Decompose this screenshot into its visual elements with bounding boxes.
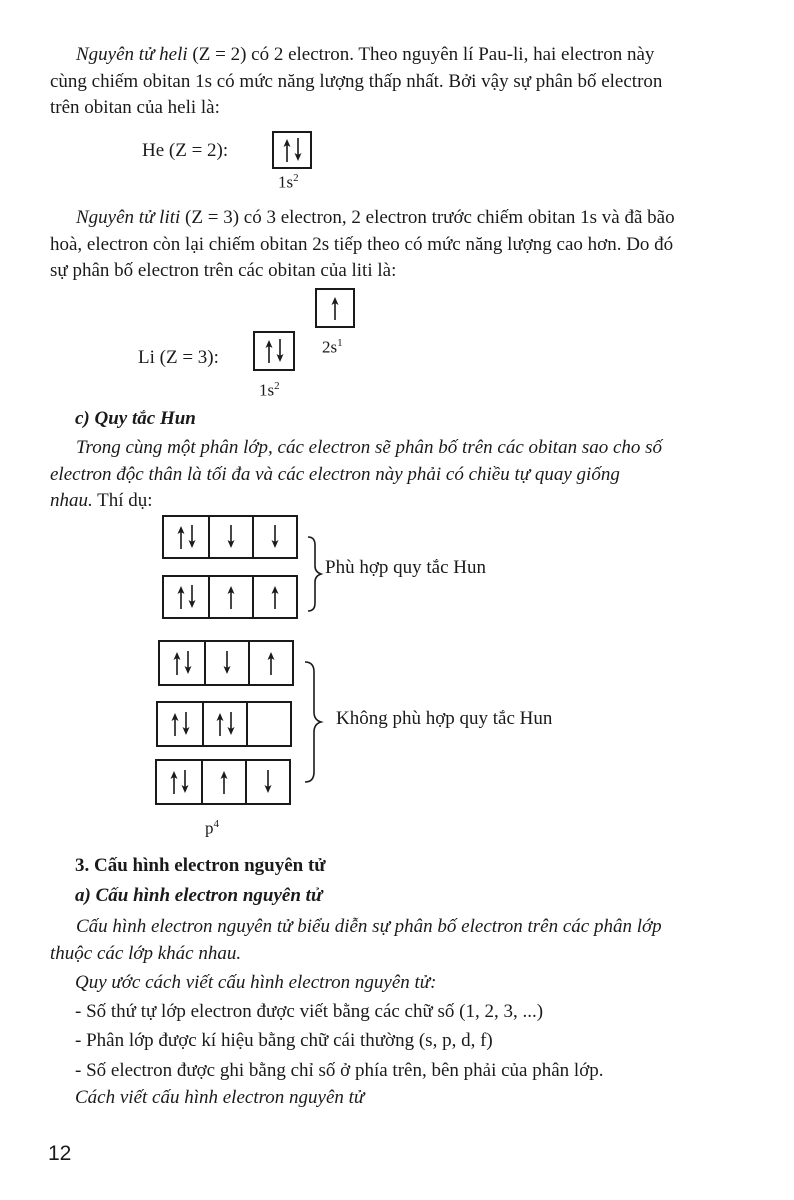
hund-valid-row-1 (162, 515, 298, 559)
lithium-1s-label: $1s^2$ (259, 380, 280, 400)
lithium-1s-orbital (253, 331, 295, 371)
orbital-cell (248, 642, 292, 684)
orbital-cell (158, 703, 202, 745)
up-arrow-icon (220, 769, 228, 795)
hund-invalid-label: Không phù hợp quy tắc Hun (336, 708, 553, 729)
helium-paragraph (50, 42, 785, 122)
lithium-2s-orbital (315, 288, 355, 328)
down-arrow-icon (276, 338, 284, 364)
helium-orbital-label: $1s^2$ (278, 172, 299, 192)
orbital-cell (164, 517, 208, 557)
orbital-cell (252, 517, 296, 557)
lithium-text-2: hoà, electron còn lại chiếm obitan 2s tiếp theo có mức năng lượng cao hơn. Do đó (50, 233, 674, 255)
hund-rule (50, 435, 785, 515)
orbital-cell (202, 703, 246, 745)
orbital-cell (201, 761, 245, 803)
section3-subheading: a) Cấu hình electron nguyên tử (75, 885, 323, 906)
orbital-cell (160, 642, 204, 684)
up-arrow-icon (267, 650, 275, 676)
helium-text-1: (Z = 2) có 2 electron. Theo nguyên lí Pau-li, hai electron này (187, 44, 655, 65)
lithium-text-3: sự phân bố electron trên các obitan của liti là: (50, 260, 397, 281)
down-arrow-icon (188, 584, 196, 610)
valid-brace-icon (305, 535, 327, 613)
orbital-cell (245, 761, 289, 803)
helium-lead: Nguyên tử heli (76, 44, 188, 65)
lithium-paragraph (50, 205, 785, 285)
hund-rule-3-rest: Thí dụ: (92, 490, 153, 511)
down-arrow-icon (227, 524, 235, 550)
down-arrow-icon (264, 769, 272, 795)
helium-1s-orbital (272, 131, 312, 169)
hund-invalid-row-3 (155, 759, 291, 805)
helium-label: He (Z = 2): (142, 140, 229, 161)
invalid-brace-icon (302, 660, 326, 784)
down-arrow-icon (184, 650, 192, 676)
down-arrow-icon (294, 137, 302, 163)
lithium-lead: Nguyên tử liti (76, 207, 181, 228)
sublevel-label: $p^4$ (205, 818, 219, 838)
up-arrow-icon (331, 295, 339, 321)
orbital-cell (252, 577, 296, 617)
down-arrow-icon (271, 524, 279, 550)
lithium-text-1: (Z = 3) có 3 electron, 2 electron trước chiếm obitan 1s và đã bão (180, 207, 675, 228)
orbital-cell (164, 577, 208, 617)
orbital-cell (246, 703, 290, 745)
hund-heading: c) Quy tắc Hun (75, 408, 196, 429)
orbital-cell (157, 761, 201, 803)
hund-rule-2: electron độc thân là tối đa và các electron này phải có chiều tự quay giống (50, 463, 620, 485)
down-arrow-icon (181, 769, 189, 795)
helium-text-2: cùng chiếm obitan 1s có mức năng lượng thấp nhất. Bởi vậy sự phân bố electron (50, 70, 663, 92)
up-arrow-icon (170, 769, 178, 795)
convention-title: Quy ước cách viết cấu hình electron nguyên tử: (75, 972, 437, 993)
rule-item: - Số electron được ghi bằng chỉ số ở phía trên, bên phải của phân lớp. (75, 1060, 604, 1081)
hund-rule-1: Trong cùng một phân lớp, các electron sẽ phân bố trên các obitan sao cho số (76, 437, 663, 458)
up-arrow-icon (283, 137, 291, 163)
down-arrow-icon (227, 711, 235, 737)
orbital-cell (204, 642, 248, 684)
hund-invalid-row-1 (158, 640, 294, 686)
up-arrow-icon (265, 338, 273, 364)
up-arrow-icon (177, 584, 185, 610)
page-number: 12 (48, 1142, 72, 1165)
orbital-cell (208, 517, 252, 557)
rule-item: - Phân lớp được kí hiệu bằng chữ cái thường (s, p, d, f) (75, 1030, 493, 1051)
up-arrow-icon (271, 584, 279, 610)
section3-def-1: Cấu hình electron nguyên tử biểu diễn sự phân bố electron trên các phân lớp (76, 916, 662, 937)
helium-text-3: trên obitan của heli là: (50, 97, 220, 118)
up-arrow-icon (227, 584, 235, 610)
orbital-cell (208, 577, 252, 617)
hund-valid-label: Phù hợp quy tắc Hun (325, 557, 486, 578)
down-arrow-icon (188, 524, 196, 550)
up-arrow-icon (177, 524, 185, 550)
hund-invalid-row-2 (156, 701, 292, 747)
section3-heading: 3. Cấu hình electron nguyên tử (75, 855, 326, 876)
hund-rule-3: nhau. (50, 490, 93, 511)
up-arrow-icon (216, 711, 224, 737)
lithium-label: Li (Z = 3): (138, 347, 219, 368)
up-arrow-icon (171, 711, 179, 737)
section3-def-2: thuộc các lớp khác nhau. (50, 942, 242, 964)
lithium-2s-label: $2s^1$ (322, 337, 343, 357)
section3-definition (50, 914, 785, 967)
hund-valid-row-2 (162, 575, 298, 619)
rule-item: - Số thứ tự lớp electron được viết bằng các chữ số (1, 2, 3, ...) (75, 1001, 544, 1022)
closing-line: Cách viết cấu hình electron nguyên tử (75, 1087, 365, 1108)
down-arrow-icon (223, 650, 231, 676)
down-arrow-icon (182, 711, 190, 737)
up-arrow-icon (173, 650, 181, 676)
